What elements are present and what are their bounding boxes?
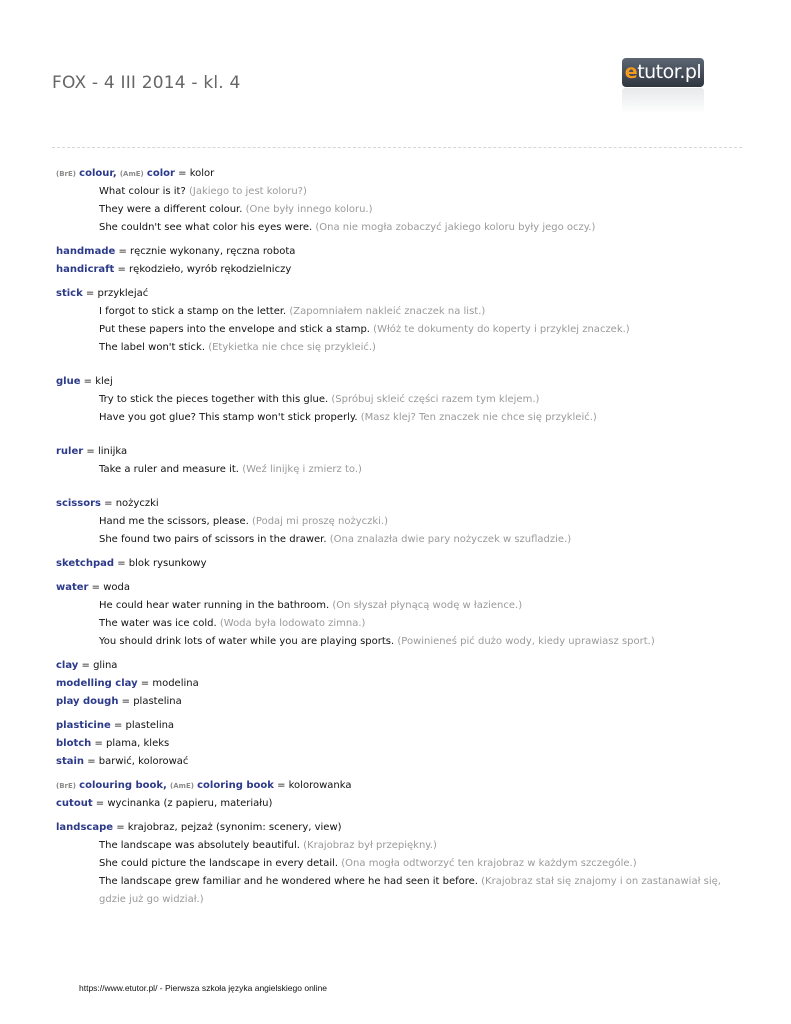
page-title: FOX - 4 III 2014 - kl. 4 [52, 73, 241, 93]
entry-scissors: scissors = nożyczki [56, 498, 159, 509]
entry-sketchpad: sketchpad = blok rysunkowy [56, 558, 207, 569]
entry-ruler: ruler = linijka [56, 446, 128, 457]
example: Take a ruler and measure it. (Weź linijkę i zmierz to.) [99, 464, 362, 475]
example: They were a different colour. (One były innego koloru.) [99, 204, 373, 215]
example: You should drink lots of water while you are playing sports. (Powinieneś pić dużo wody, kiedy uprawiasz sport.) [99, 636, 655, 647]
entry-stain: stain = barwić, kolorować [56, 756, 189, 767]
vocabulary-list [56, 165, 736, 909]
entry-stick: stick = przyklejać [56, 288, 149, 299]
footer-url[interactable]: https://www.etutor.pl/ - Pierwsza szkoła języka angielskiego online [79, 983, 328, 993]
example: Put these papers into the envelope and stick a stamp. (Włóż te dokumenty do koperty i przyklej znaczek.) [99, 324, 630, 335]
entry-clay: clay = glina [56, 660, 118, 671]
entry-glue: glue = klej [56, 376, 113, 387]
example: The water was ice cold. (Woda była lodowato zimna.) [99, 618, 366, 629]
logo-reflection [622, 88, 704, 114]
example: Hand me the scissors, please. (Podaj mi proszę nożyczki.) [99, 516, 389, 527]
etutor-logo[interactable]: etutor.pl [622, 58, 704, 87]
entry-modelling-clay: modelling clay = modelina [56, 678, 199, 689]
example: What colour is it? (Jakiego to jest koloru?) [99, 186, 307, 197]
example: Try to stick the pieces together with this glue. (Spróbuj skleić części razem tym klejem.) [99, 394, 540, 405]
example: The landscape was absolutely beautiful. (Krajobraz był przepiękny.) [99, 840, 437, 851]
entry-cutout: cutout = wycinanka (z papieru, materiału) [56, 798, 273, 809]
entry-colour: (BrE) colour, (AmE) color = kolor [56, 168, 215, 179]
example: The label won't stick. (Etykietka nie chce się przykleić.) [99, 342, 376, 353]
example: He could hear water running in the bathroom. (On słyszał płynącą wodę w łazience.) [99, 600, 523, 611]
entry-handmade: handmade = ręcznie wykonany, ręczna robota [56, 246, 296, 257]
entry-plasticine: plasticine = plastelina [56, 720, 175, 731]
entry-blotch: blotch = plama, kleks [56, 738, 170, 749]
entry-handicraft: handicraft = rękodzieło, wyrób rękodzielniczy [56, 264, 292, 275]
entry-play-dough: play dough = plastelina [56, 696, 182, 707]
entry-water: water = woda [56, 582, 130, 593]
entry-colouring-book: (BrE) colouring book, (AmE) coloring book = kolorowanka [56, 780, 352, 791]
header-divider [52, 147, 742, 148]
example: Have you got glue? This stamp won't stick properly. (Masz klej? Ten znaczek nie chce się przykleić.) [99, 412, 597, 423]
example: She couldn't see what color his eyes were. (Ona nie mogła zobaczyć jakiego koloru były jego oczy.) [99, 222, 596, 233]
example: She could picture the landscape in every detail. (Ona mogła odtworzyć ten krajobraz w każdym szczególe.) [99, 858, 637, 869]
example: I forgot to stick a stamp on the letter. (Zapomniałem nakleić znaczek na list.) [99, 306, 486, 317]
example: She found two pairs of scissors in the drawer. (Ona znalazła dwie pary nożyczek w szufladzie.) [99, 534, 572, 545]
example: The landscape grew familiar and he wondered where he had seen it before. (Krajobraz stał się znajomy i on zastanawiał się, gdzie już go widział.) [99, 876, 721, 905]
entry-landscape: landscape = krajobraz, pejzaż (synonim: scenery, view) [56, 822, 342, 833]
